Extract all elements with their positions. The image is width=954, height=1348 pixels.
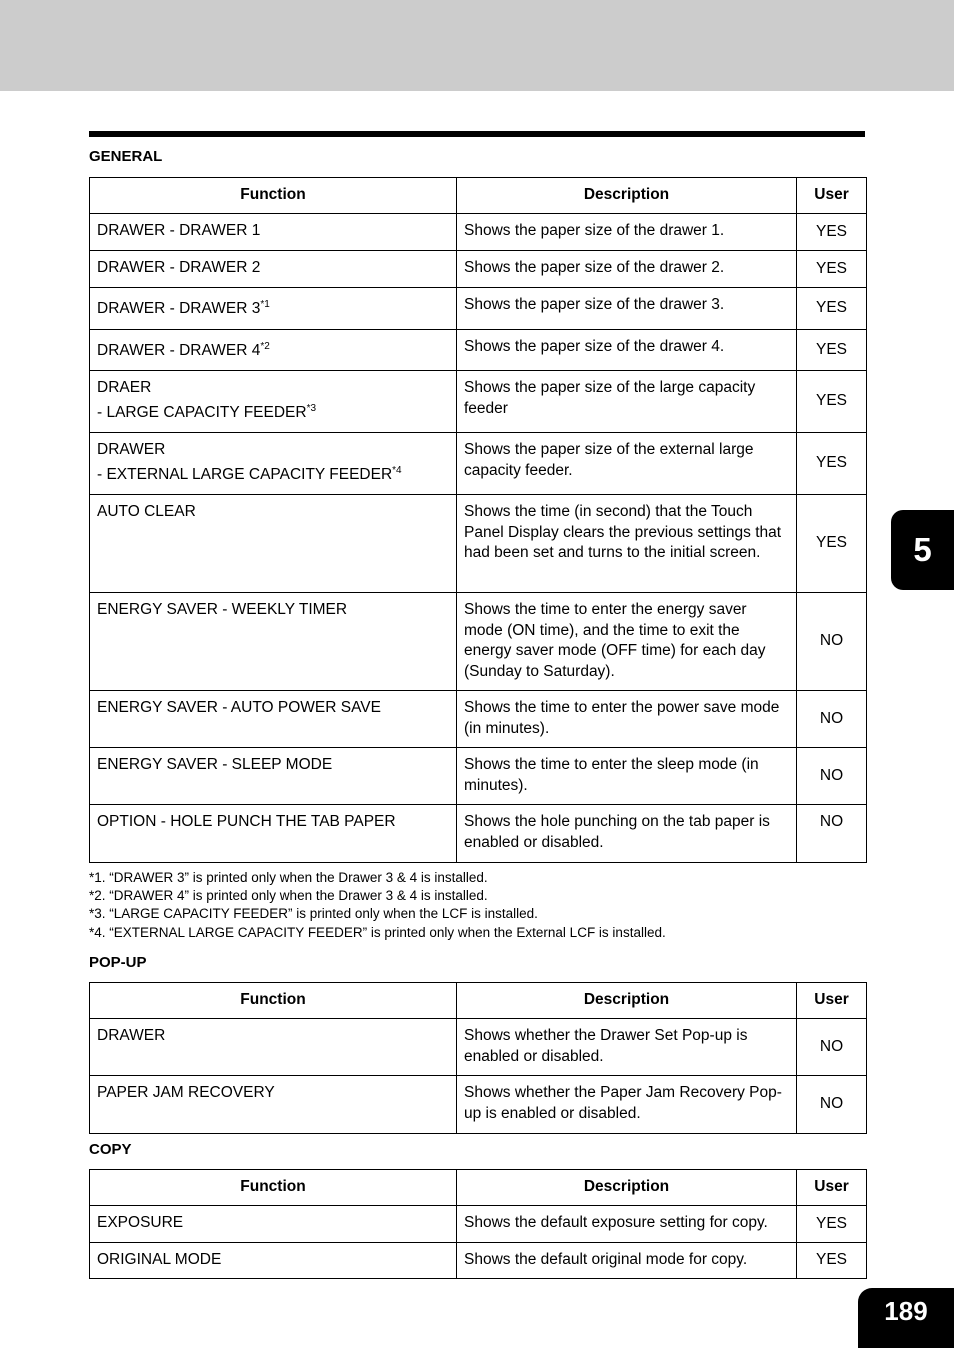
description-cell: Shows the time (in second) that the Touch Panel Display clears the previous settings that had been set and turns to the initial screen.	[457, 495, 797, 593]
function-text-line2	[97, 399, 449, 424]
function-text: OPTION - HOLE PUNCH THE TAB PAPER	[97, 813, 396, 830]
function-subtext: - LARGE CAPACITY FEEDER	[97, 403, 307, 421]
function-cell	[90, 495, 457, 593]
function-cell	[90, 371, 457, 433]
column-header-description: Description	[457, 178, 797, 214]
function-cell	[90, 593, 457, 691]
user-cell: YES	[797, 1243, 867, 1279]
description-cell: Shows the time to enter the sleep mode (in minutes).	[457, 748, 797, 805]
footnote-ref: *3	[306, 402, 317, 414]
user-cell: YES	[797, 251, 867, 288]
function-cell	[90, 748, 457, 805]
user-cell: YES	[797, 495, 867, 593]
user-cell: NO	[797, 691, 867, 748]
section-rule	[89, 131, 865, 137]
function-cell: EXPOSURE	[90, 1206, 457, 1243]
function-cell	[90, 433, 457, 495]
user-cell: YES	[797, 288, 867, 330]
description-cell: Shows the time to enter the energy saver mode (ON time), and the time to exit the energy saver mode (OFF time) for each day (Sunday to Saturday).	[457, 593, 797, 691]
function-cell: PAPER JAM RECOVERY	[90, 1076, 457, 1134]
table-header-row	[90, 1170, 867, 1206]
section-title-popup: POP-UP	[89, 954, 147, 971]
function-cell: ORIGINAL MODE	[90, 1243, 457, 1279]
function-text: ENERGY SAVER - SLEEP MODE	[97, 756, 333, 773]
function-text: DRAER	[97, 379, 152, 396]
page-number: 189	[858, 1288, 954, 1348]
description-cell: Shows the paper size of the drawer 2.	[457, 251, 797, 288]
user-cell: NO	[797, 1076, 867, 1134]
user-cell: NO	[797, 593, 867, 691]
column-header-description: Description	[457, 983, 797, 1019]
table-row	[90, 433, 867, 495]
function-cell	[90, 330, 457, 371]
function-cell	[90, 251, 457, 288]
description-cell: Shows the paper size of the large capacity feeder	[457, 371, 797, 433]
section-title-copy: COPY	[89, 1141, 132, 1158]
description-cell: Shows the paper size of the external large capacity feeder.	[457, 433, 797, 495]
function-text: DRAWER - DRAWER 4	[97, 342, 261, 359]
column-header-function: Function	[90, 1170, 457, 1206]
table-row	[90, 288, 867, 330]
column-header-description: Description	[457, 1170, 797, 1206]
section-title-general: GENERAL	[89, 148, 163, 165]
description-cell: Shows the default original mode for copy.	[457, 1243, 797, 1279]
footnotes	[89, 869, 666, 942]
user-cell: NO	[797, 1019, 867, 1076]
table-row	[90, 495, 867, 593]
description-cell: Shows the paper size of the drawer 4.	[457, 330, 797, 371]
copy-table	[89, 1169, 867, 1279]
function-cell	[90, 691, 457, 748]
table-row	[90, 593, 867, 691]
footnote-ref: *2	[260, 341, 270, 352]
function-cell: DRAWER	[90, 1019, 457, 1076]
description-cell: Shows the time to enter the power save mode (in minutes).	[457, 691, 797, 748]
function-text: AUTO CLEAR	[97, 503, 196, 520]
function-cell	[90, 214, 457, 251]
user-cell: YES	[797, 433, 867, 495]
column-header-user: User	[797, 983, 867, 1019]
function-cell	[90, 288, 457, 330]
function-text: DRAWER - DRAWER 3	[97, 300, 261, 317]
general-table	[89, 177, 867, 863]
function-text: ENERGY SAVER - WEEKLY TIMER	[97, 601, 348, 618]
footnote-ref: *1	[260, 299, 270, 310]
function-text: DRAWER - DRAWER 1	[97, 222, 261, 239]
column-header-user: User	[797, 1170, 867, 1206]
function-subtext: - EXTERNAL LARGE CAPACITY FEEDER	[97, 465, 393, 483]
function-text: ENERGY SAVER - AUTO POWER SAVE	[97, 699, 381, 716]
description-cell: Shows the default exposure setting for copy.	[457, 1206, 797, 1243]
table-header-row	[90, 178, 867, 214]
table-row	[90, 805, 867, 863]
function-text: DRAWER - DRAWER 2	[97, 259, 261, 276]
user-cell: YES	[797, 1206, 867, 1243]
column-header-user: User	[797, 178, 867, 214]
table-row	[90, 1076, 867, 1134]
table-row	[90, 214, 867, 251]
column-header-function: Function	[90, 983, 457, 1019]
column-header-function: Function	[90, 178, 457, 214]
function-cell	[90, 805, 457, 863]
chapter-tab: 5	[891, 510, 954, 590]
table-row	[90, 251, 867, 288]
description-cell: Shows whether the Paper Jam Recovery Pop-up is enabled or disabled.	[457, 1076, 797, 1134]
description-cell: Shows the hole punching on the tab paper is enabled or disabled.	[457, 805, 797, 863]
popup-table	[89, 982, 867, 1134]
user-cell: YES	[797, 214, 867, 251]
description-cell: Shows whether the Drawer Set Pop-up is enabled or disabled.	[457, 1019, 797, 1076]
footnote-ref: *4	[392, 464, 402, 476]
user-cell: NO	[797, 748, 867, 805]
description-cell: Shows the paper size of the drawer 1.	[457, 214, 797, 251]
table-row	[90, 1019, 867, 1076]
table-header-row	[90, 983, 867, 1019]
user-cell: YES	[797, 371, 867, 433]
table-row	[90, 748, 867, 805]
function-text-line2	[97, 461, 449, 486]
footnote-1: *1. “DRAWER 3” is printed only when the Drawer 3 & 4 is installed.	[89, 870, 488, 885]
footnote-4: *4. “EXTERNAL LARGE CAPACITY FEEDER” is printed only when the External LCF is installed.	[89, 924, 666, 940]
table-row	[90, 691, 867, 748]
table-row	[90, 1206, 867, 1243]
table-row	[90, 371, 867, 433]
table-row	[90, 1243, 867, 1279]
user-cell: YES	[797, 330, 867, 371]
user-cell: NO	[797, 805, 867, 863]
footnote-2: *2. “DRAWER 4” is printed only when the Drawer 3 & 4 is installed.	[89, 888, 488, 904]
function-text: DRAWER	[97, 441, 166, 458]
footnote-3: *3. “LARGE CAPACITY FEEDER” is printed only when the LCF is installed.	[89, 906, 538, 922]
header-band	[0, 0, 954, 91]
table-row	[90, 330, 867, 371]
description-cell: Shows the paper size of the drawer 3.	[457, 288, 797, 330]
